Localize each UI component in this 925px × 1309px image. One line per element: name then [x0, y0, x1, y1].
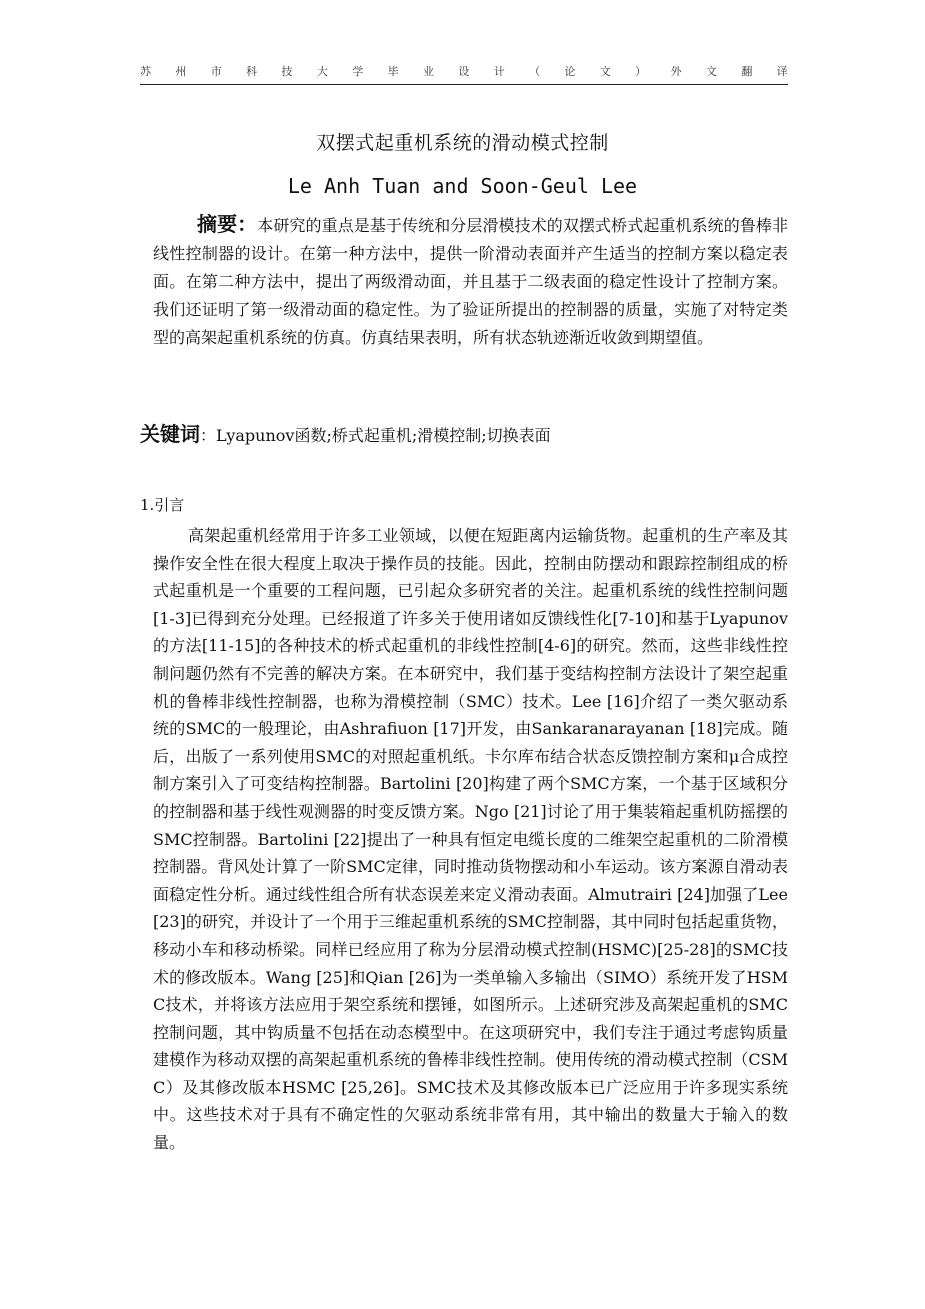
paper-title: 双摆式起重机系统的滑动模式控制 — [316, 132, 609, 154]
header-char: 科 — [246, 65, 258, 78]
header-char: 大 — [316, 65, 328, 78]
abstract-label: 摘要： — [197, 212, 258, 236]
section-heading: 1.引言 — [140, 496, 185, 514]
header-char: 文 — [599, 65, 611, 78]
intro-paragraph: 高架起重机经常用于许多工业领域，以便在短距离内运输货物。起重机的生产率及其操作安全性在很大程度上取决于操作员的技能。因此，控制由防摆动和跟踪控制组成的桥式起重机是一个重要的工程问题，已引起众多研究者的关注。起重机系统的线性控制问题[1-3]已得到充分处理。已经报道了许多关于使用诸如反馈线性化[7-10]和基于Lyapunov的方法[11-15]的各种技术的桥式起重机的非线性控制[4-6]的研究。然而，这些非线性控制问题仍然有不完善的解决方案。在本研究中，我们基于变结构控制方法设计了架空起重机的鲁棒非线性控制器，也称为滑模控制（SMC）技术。Lee [16]介绍了一类欠驱动系统的SMC的一般理论，由Ashrafiuon [17]开发，由Sankaranarayanan [18]完成。随后，出版了一系列使用SMC的对照起重机纸。卡尔库布结合状态反馈控制方案和μ合成控制方案引入了可变结构控制器。Bartolini [20]构建了两个SMC方案，一个基于区域积分的控制器和基于线性观测器的时变反馈方案。Ngo [21]讨论了用于集装箱起重机防摇摆的SMC控制器。Bartolini [22]提出了一种具有恒定电缆长度的二维架空起重机的二阶滑模控制器。背风处计算了一阶SMC定律，同时推动货物摆动和小车运动。该方案源自滑动表面稳定性分析。通过线性组合所有状态误差来定义滑动表面。Almutrairi [24]加强了Lee [23]的研究，并设计了一个用于三维起重机系统的SMC控制器，其中同时包括起重货物，移动小车和移动桥梁。同样已经应用了称为分层滑动模式控制(HSMC)[25-28]的SMC技术的修改版本。Wang [25]和Qian [26]为一类单输入多输出（SIMO）系统开发了HSMC技术，并将该方法应用于架空系统和摆锤，如图所示。上述研究涉及高架起重机的SMC控制问题，其中钩质量不包括在动态模型中。在这项研究中，我们专注于通过考虑钩质量建模作为移动双摆的高架起重机系统的鲁棒非线性控制。使用传统的滑动模式控制（CSMC）及其修改版本HSMC [25,26]。SMC技术及其修改版本已广泛应用于许多现实系统中。这些技术对于具有不确定性的欠驱动系统非常有用，其中输出的数量大于输入的数量。 — [153, 526, 788, 1153]
keywords-text: ：Lyapunov函数;桥式起重机;滑模控制;切换表面 — [200, 426, 551, 445]
header-char: ） — [635, 65, 647, 78]
header-char: 州 — [175, 65, 187, 78]
header-char: （ — [529, 65, 541, 78]
header-char: 文 — [706, 65, 717, 78]
header-char: 市 — [210, 65, 222, 78]
header-char: 译 — [776, 65, 788, 78]
abstract — [153, 210, 788, 352]
keywords — [140, 420, 551, 450]
paper-authors: Le Anh Tuan and Soon-Geul Lee — [287, 174, 638, 198]
header-char: 论 — [564, 65, 576, 78]
header-char: 苏 — [140, 65, 151, 78]
header-char: 翻 — [741, 65, 753, 78]
keywords-label: 关键词 — [140, 422, 200, 446]
header-char: 业 — [423, 65, 434, 78]
header-char: 外 — [670, 65, 682, 78]
header-char: 技 — [281, 65, 293, 78]
header-char: 计 — [493, 65, 505, 78]
header-char: 学 — [352, 65, 364, 78]
header-char: 毕 — [387, 65, 399, 78]
abstract-text: 本研究的重点是基于传统和分层滑模技术的双摆式桥式起重机系统的鲁棒非线性控制器的设计。在第一种方法中，提供一阶滑动表面并产生适当的控制方案以稳定表面。在第二种方法中，提出了两级滑动面，并且基于二级表面的稳定性设计了控制方案。我们还证明了第一级滑动面的稳定性。为了验证所提出的控制器的质量，实施了对特定类型的高架起重机系统的仿真。仿真结果表明，所有状态轨迹渐近收敛到期望值。 — [153, 216, 788, 347]
header-char: 设 — [458, 65, 470, 78]
running-header — [140, 62, 788, 85]
